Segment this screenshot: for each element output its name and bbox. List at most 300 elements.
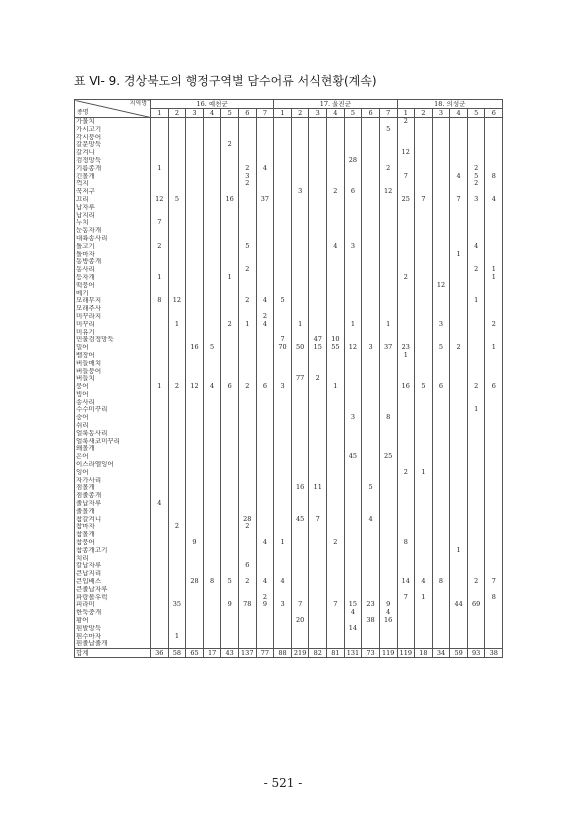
table-row bbox=[75, 461, 503, 469]
count-cell bbox=[151, 555, 169, 563]
count-cell bbox=[309, 313, 327, 321]
count-cell bbox=[362, 227, 380, 235]
count-cell bbox=[168, 313, 186, 321]
count-cell bbox=[186, 336, 204, 344]
count-cell bbox=[203, 290, 221, 298]
count-cell bbox=[186, 438, 204, 446]
count-cell bbox=[256, 406, 274, 414]
species-name: 쉬리 bbox=[75, 422, 151, 430]
count-cell bbox=[397, 243, 415, 251]
count-cell: 1 bbox=[221, 274, 239, 282]
count-cell: 16 bbox=[397, 383, 415, 391]
count-cell bbox=[309, 321, 327, 329]
count-cell bbox=[379, 336, 397, 344]
count-cell bbox=[221, 204, 239, 212]
count-cell bbox=[151, 570, 169, 578]
count-cell bbox=[467, 305, 485, 313]
count-cell bbox=[327, 406, 345, 414]
table-row bbox=[75, 586, 503, 594]
count-cell: 4 bbox=[327, 243, 345, 251]
region-header-uljin: 17. 울진군 bbox=[274, 100, 397, 109]
count-cell bbox=[450, 243, 468, 251]
count-cell bbox=[221, 461, 239, 469]
species-name: 각시붕어 bbox=[75, 134, 151, 142]
table-row bbox=[75, 492, 503, 500]
count-cell bbox=[327, 461, 345, 469]
count-cell bbox=[256, 126, 274, 134]
table-row bbox=[75, 562, 503, 570]
species-name: 점줄종개 bbox=[75, 492, 151, 500]
count-cell bbox=[432, 212, 450, 220]
count-cell: 119 bbox=[397, 649, 415, 658]
species-name: 이스라엘잉어 bbox=[75, 461, 151, 469]
count-cell: 16 bbox=[291, 484, 309, 492]
count-cell bbox=[362, 118, 380, 126]
count-cell bbox=[291, 274, 309, 282]
count-cell bbox=[397, 399, 415, 407]
count-cell bbox=[291, 570, 309, 578]
table-row bbox=[75, 149, 503, 157]
table-row bbox=[75, 227, 503, 235]
count-cell bbox=[309, 477, 327, 485]
count-cell bbox=[397, 134, 415, 142]
count-cell bbox=[415, 375, 433, 383]
count-cell bbox=[168, 188, 186, 196]
count-cell bbox=[203, 329, 221, 337]
count-cell bbox=[344, 586, 362, 594]
count-cell bbox=[344, 141, 362, 149]
count-cell bbox=[309, 570, 327, 578]
count-cell bbox=[238, 157, 256, 165]
count-cell bbox=[467, 461, 485, 469]
count-cell bbox=[256, 212, 274, 220]
count-cell bbox=[450, 562, 468, 570]
count-cell bbox=[168, 586, 186, 594]
count-cell bbox=[415, 266, 433, 274]
count-cell: 3 bbox=[432, 321, 450, 329]
count-cell bbox=[274, 531, 292, 539]
count-cell bbox=[467, 586, 485, 594]
count-cell: 77 bbox=[256, 649, 274, 658]
count-cell bbox=[238, 406, 256, 414]
count-cell bbox=[186, 297, 204, 305]
species-name: 참몰개 bbox=[75, 531, 151, 539]
count-cell: 8 bbox=[432, 578, 450, 586]
count-cell bbox=[221, 562, 239, 570]
count-cell bbox=[274, 594, 292, 602]
count-cell bbox=[151, 188, 169, 196]
count-cell: 3 bbox=[467, 196, 485, 204]
count-cell bbox=[274, 422, 292, 430]
count-cell bbox=[450, 383, 468, 391]
count-cell bbox=[344, 173, 362, 181]
count-cell bbox=[397, 500, 415, 508]
count-cell bbox=[397, 445, 415, 453]
count-cell bbox=[397, 508, 415, 516]
count-cell bbox=[256, 118, 274, 126]
count-cell bbox=[151, 258, 169, 266]
species-name: 줄납자루 bbox=[75, 500, 151, 508]
count-cell bbox=[485, 531, 503, 539]
count-cell bbox=[344, 555, 362, 563]
count-cell bbox=[344, 196, 362, 204]
table-row bbox=[75, 539, 503, 547]
count-cell bbox=[203, 149, 221, 157]
count-cell bbox=[415, 180, 433, 188]
count-cell bbox=[186, 601, 204, 609]
count-cell: 4 bbox=[467, 243, 485, 251]
count-cell bbox=[485, 461, 503, 469]
count-cell bbox=[203, 601, 221, 609]
count-cell bbox=[344, 297, 362, 305]
species-name: 꾹저구 bbox=[75, 188, 151, 196]
count-cell bbox=[327, 141, 345, 149]
count-cell bbox=[362, 305, 380, 313]
species-name: 수수미꾸리 bbox=[75, 406, 151, 414]
count-cell: 12 bbox=[397, 149, 415, 157]
species-name: 민물검정망둑 bbox=[75, 336, 151, 344]
count-cell bbox=[415, 461, 433, 469]
count-cell bbox=[362, 204, 380, 212]
table-row bbox=[75, 578, 503, 586]
species-name: 치리 bbox=[75, 555, 151, 563]
count-cell: 36 bbox=[151, 649, 169, 658]
count-cell: 3 bbox=[274, 601, 292, 609]
count-cell bbox=[450, 266, 468, 274]
count-cell bbox=[397, 305, 415, 313]
count-cell bbox=[186, 321, 204, 329]
count-cell bbox=[168, 640, 186, 648]
species-name: 숭어 bbox=[75, 414, 151, 422]
site-number-header: 4 bbox=[450, 109, 468, 118]
count-cell bbox=[450, 523, 468, 531]
count-cell: 2 bbox=[379, 165, 397, 173]
count-cell bbox=[274, 173, 292, 181]
count-cell bbox=[432, 126, 450, 134]
count-cell bbox=[291, 453, 309, 461]
count-cell bbox=[432, 266, 450, 274]
species-name: 붕어 bbox=[75, 383, 151, 391]
count-cell bbox=[450, 297, 468, 305]
count-cell bbox=[186, 453, 204, 461]
count-cell bbox=[379, 243, 397, 251]
count-cell bbox=[432, 609, 450, 617]
count-cell: 2 bbox=[221, 321, 239, 329]
count-cell bbox=[274, 360, 292, 368]
count-cell: 16 bbox=[221, 196, 239, 204]
count-cell: 1 bbox=[344, 321, 362, 329]
count-cell bbox=[467, 235, 485, 243]
count-cell bbox=[151, 586, 169, 594]
count-cell bbox=[309, 165, 327, 173]
count-cell bbox=[274, 492, 292, 500]
count-cell: 65 bbox=[186, 649, 204, 658]
count-cell bbox=[221, 313, 239, 321]
count-cell bbox=[362, 430, 380, 438]
count-cell bbox=[151, 173, 169, 181]
count-cell bbox=[291, 118, 309, 126]
count-cell bbox=[309, 368, 327, 376]
count-cell bbox=[221, 594, 239, 602]
count-cell bbox=[151, 235, 169, 243]
count-cell bbox=[415, 438, 433, 446]
count-cell bbox=[238, 570, 256, 578]
count-cell bbox=[186, 243, 204, 251]
count-cell bbox=[344, 570, 362, 578]
count-cell bbox=[168, 165, 186, 173]
count-cell bbox=[467, 492, 485, 500]
count-cell bbox=[168, 360, 186, 368]
count-cell bbox=[291, 173, 309, 181]
count-cell bbox=[168, 578, 186, 586]
count-cell bbox=[274, 633, 292, 641]
count-cell bbox=[432, 375, 450, 383]
table-row bbox=[75, 141, 503, 149]
count-cell bbox=[397, 531, 415, 539]
count-cell bbox=[467, 290, 485, 298]
count-cell bbox=[309, 601, 327, 609]
count-cell bbox=[362, 445, 380, 453]
count-cell bbox=[327, 313, 345, 321]
count-cell bbox=[379, 633, 397, 641]
count-cell: 1 bbox=[274, 539, 292, 547]
count-cell bbox=[203, 336, 221, 344]
count-cell bbox=[327, 617, 345, 625]
count-cell bbox=[379, 469, 397, 477]
count-cell bbox=[151, 180, 169, 188]
count-cell: 5 bbox=[168, 196, 186, 204]
count-cell bbox=[485, 313, 503, 321]
count-cell bbox=[274, 617, 292, 625]
count-cell bbox=[362, 282, 380, 290]
count-cell bbox=[186, 594, 204, 602]
count-cell: 12 bbox=[379, 188, 397, 196]
count-cell bbox=[485, 258, 503, 266]
table-row bbox=[75, 508, 503, 516]
count-cell bbox=[432, 516, 450, 524]
count-cell bbox=[151, 508, 169, 516]
count-cell bbox=[362, 438, 380, 446]
count-cell: 7 bbox=[291, 601, 309, 609]
table-row bbox=[75, 126, 503, 134]
table-row bbox=[75, 258, 503, 266]
count-cell bbox=[221, 555, 239, 563]
count-cell bbox=[309, 227, 327, 235]
count-cell bbox=[309, 391, 327, 399]
count-cell: 2 bbox=[238, 383, 256, 391]
count-cell bbox=[379, 539, 397, 547]
count-cell: 1 bbox=[151, 274, 169, 282]
count-cell bbox=[467, 625, 485, 633]
count-cell bbox=[291, 539, 309, 547]
count-cell bbox=[151, 290, 169, 298]
count-cell bbox=[168, 173, 186, 181]
count-cell bbox=[221, 305, 239, 313]
count-cell bbox=[415, 321, 433, 329]
count-cell bbox=[379, 484, 397, 492]
count-cell bbox=[203, 157, 221, 165]
count-cell bbox=[238, 258, 256, 266]
count-cell bbox=[274, 126, 292, 134]
table-row bbox=[75, 196, 503, 204]
count-cell bbox=[274, 134, 292, 142]
count-cell bbox=[221, 617, 239, 625]
count-cell bbox=[274, 305, 292, 313]
count-cell bbox=[309, 422, 327, 430]
count-cell bbox=[238, 329, 256, 337]
count-cell bbox=[415, 500, 433, 508]
count-cell: 25 bbox=[397, 196, 415, 204]
count-cell bbox=[344, 469, 362, 477]
count-cell bbox=[203, 282, 221, 290]
count-cell bbox=[203, 586, 221, 594]
count-cell bbox=[362, 453, 380, 461]
count-cell bbox=[450, 430, 468, 438]
count-cell bbox=[362, 609, 380, 617]
count-cell bbox=[362, 352, 380, 360]
table-row bbox=[75, 399, 503, 407]
count-cell bbox=[256, 531, 274, 539]
count-cell bbox=[344, 212, 362, 220]
count-cell bbox=[415, 219, 433, 227]
count-cell bbox=[238, 227, 256, 235]
count-cell bbox=[485, 453, 503, 461]
count-cell bbox=[168, 180, 186, 188]
count-cell bbox=[309, 445, 327, 453]
site-number-header: 6 bbox=[485, 109, 503, 118]
count-cell bbox=[256, 375, 274, 383]
count-cell: 59 bbox=[450, 649, 468, 658]
count-cell bbox=[203, 352, 221, 360]
count-cell bbox=[432, 406, 450, 414]
count-cell bbox=[344, 360, 362, 368]
count-cell bbox=[344, 516, 362, 524]
count-cell bbox=[256, 141, 274, 149]
count-cell bbox=[203, 617, 221, 625]
count-cell bbox=[151, 539, 169, 547]
count-cell: 12 bbox=[432, 282, 450, 290]
count-cell bbox=[379, 523, 397, 531]
count-cell: 2 bbox=[467, 266, 485, 274]
count-cell bbox=[485, 352, 503, 360]
count-cell bbox=[274, 266, 292, 274]
count-cell bbox=[168, 531, 186, 539]
count-cell bbox=[485, 391, 503, 399]
count-cell bbox=[344, 282, 362, 290]
species-name: 동방종개 bbox=[75, 258, 151, 266]
count-cell bbox=[344, 235, 362, 243]
count-cell bbox=[186, 500, 204, 508]
species-name: 납지리 bbox=[75, 212, 151, 220]
count-cell bbox=[221, 219, 239, 227]
count-cell: 11 bbox=[309, 484, 327, 492]
count-cell bbox=[379, 578, 397, 586]
count-cell bbox=[309, 266, 327, 274]
count-cell bbox=[327, 477, 345, 485]
species-name: 미유기 bbox=[75, 329, 151, 337]
site-number-header: 2 bbox=[415, 109, 433, 118]
count-cell bbox=[203, 321, 221, 329]
table-row bbox=[75, 134, 503, 142]
count-cell bbox=[379, 461, 397, 469]
count-cell bbox=[256, 274, 274, 282]
count-cell bbox=[291, 531, 309, 539]
count-cell bbox=[168, 500, 186, 508]
count-cell bbox=[344, 375, 362, 383]
count-cell bbox=[467, 352, 485, 360]
count-cell bbox=[168, 227, 186, 235]
count-cell bbox=[203, 625, 221, 633]
count-cell bbox=[238, 539, 256, 547]
count-cell bbox=[344, 640, 362, 648]
species-name: 버들매치 bbox=[75, 360, 151, 368]
count-cell bbox=[186, 617, 204, 625]
count-cell bbox=[238, 188, 256, 196]
count-cell: 28 bbox=[186, 578, 204, 586]
count-cell bbox=[362, 586, 380, 594]
count-cell: 12 bbox=[151, 196, 169, 204]
count-cell bbox=[274, 141, 292, 149]
count-cell bbox=[186, 282, 204, 290]
count-cell bbox=[379, 258, 397, 266]
count-cell bbox=[344, 368, 362, 376]
count-cell bbox=[309, 219, 327, 227]
count-cell bbox=[485, 180, 503, 188]
count-cell bbox=[379, 422, 397, 430]
count-cell bbox=[151, 594, 169, 602]
count-cell bbox=[203, 173, 221, 181]
count-cell bbox=[485, 141, 503, 149]
count-cell bbox=[485, 570, 503, 578]
count-cell bbox=[291, 149, 309, 157]
table-row bbox=[75, 430, 503, 438]
count-cell bbox=[450, 212, 468, 220]
count-cell bbox=[432, 531, 450, 539]
count-cell bbox=[397, 227, 415, 235]
count-cell bbox=[291, 555, 309, 563]
count-cell bbox=[309, 290, 327, 298]
count-cell bbox=[432, 469, 450, 477]
count-cell: 4 bbox=[256, 578, 274, 586]
count-cell bbox=[379, 586, 397, 594]
count-cell: 50 bbox=[291, 344, 309, 352]
count-cell bbox=[485, 640, 503, 648]
count-cell bbox=[168, 508, 186, 516]
count-cell bbox=[221, 438, 239, 446]
count-cell bbox=[327, 180, 345, 188]
count-cell bbox=[186, 157, 204, 165]
table-row bbox=[75, 336, 503, 344]
count-cell bbox=[274, 609, 292, 617]
count-cell bbox=[238, 204, 256, 212]
count-cell bbox=[467, 594, 485, 602]
count-cell bbox=[467, 539, 485, 547]
count-cell bbox=[362, 321, 380, 329]
count-cell bbox=[186, 251, 204, 259]
count-cell bbox=[291, 422, 309, 430]
count-cell bbox=[485, 500, 503, 508]
count-cell: 8 bbox=[485, 594, 503, 602]
count-cell bbox=[256, 516, 274, 524]
count-cell bbox=[415, 313, 433, 321]
count-cell bbox=[186, 523, 204, 531]
count-cell: 2 bbox=[256, 594, 274, 602]
count-cell bbox=[379, 149, 397, 157]
count-cell bbox=[168, 352, 186, 360]
count-cell bbox=[467, 617, 485, 625]
count-cell bbox=[450, 640, 468, 648]
count-cell bbox=[327, 352, 345, 360]
